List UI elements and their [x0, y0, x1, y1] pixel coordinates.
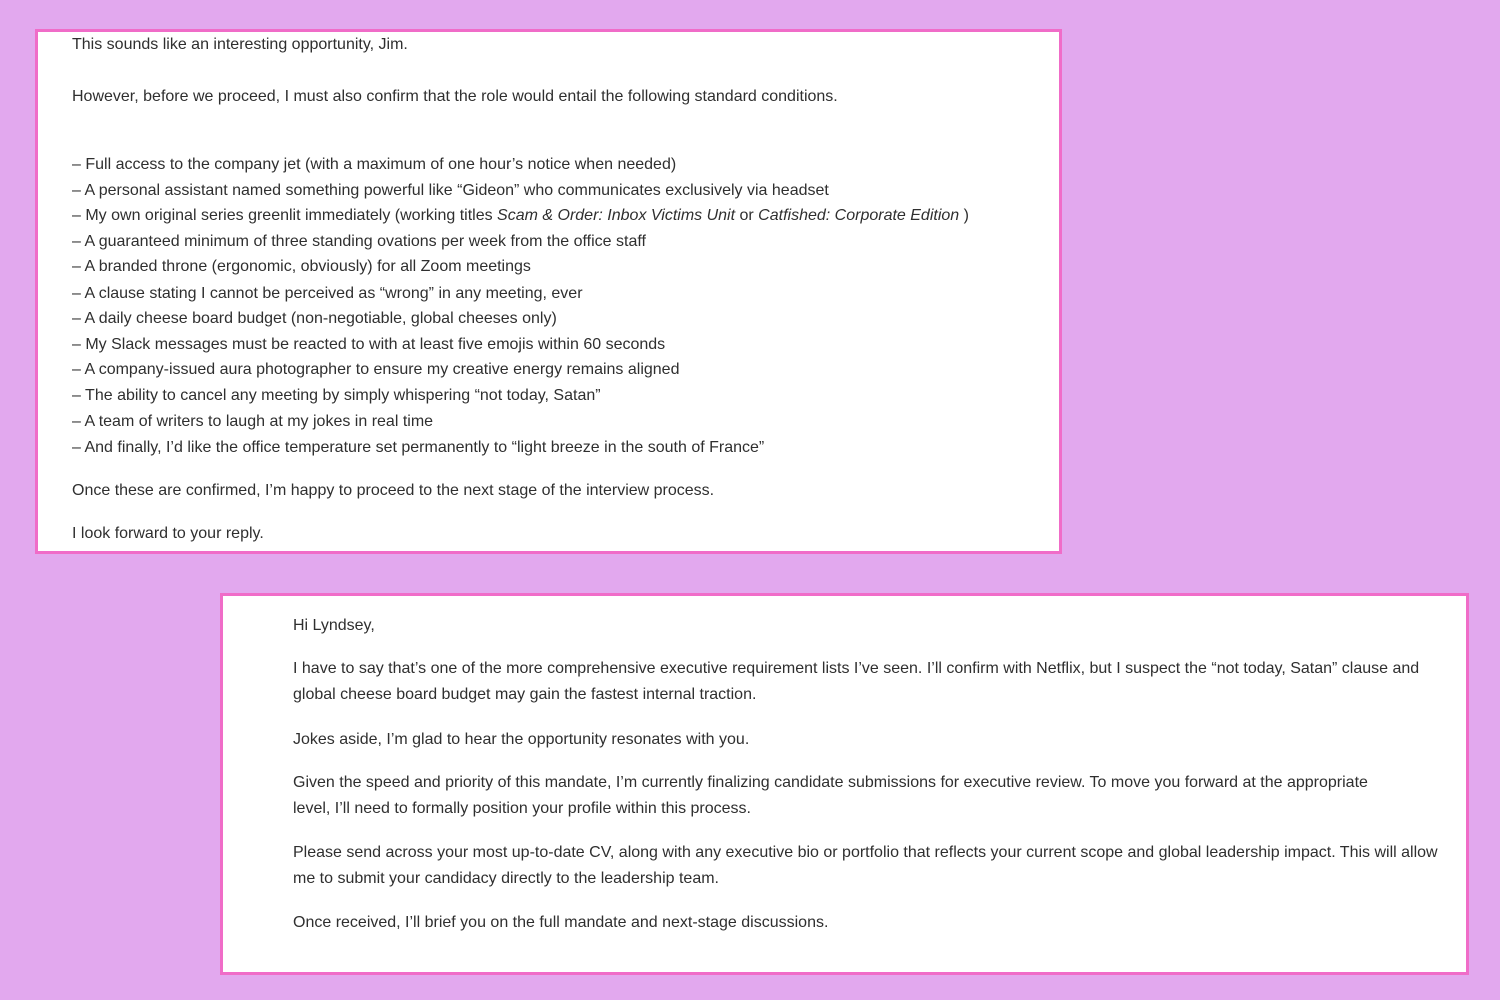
- paragraph: Once received, I’ll brief you on the full mandate and next-stage discussions.: [293, 914, 829, 931]
- series-prefix: – My own original series greenlit immediately (working titles: [72, 207, 498, 224]
- paragraph: Given the speed and priority of this mandate, I’m currently finalizing candidate submissions for executive review. To move you forward at the appropriate level, I’ll need to formally position your profile within this process.: [293, 774, 1368, 817]
- series-title-1: Scam & Order: Inbox Victims Unit: [497, 207, 736, 224]
- series-suffix: ): [959, 207, 969, 224]
- list-item: – A branded throne (ergonomic, obviously) for all Zoom meetings: [72, 258, 531, 275]
- list-item: – A clause stating I cannot be perceived as “wrong” in any meeting, ever: [72, 285, 583, 302]
- intro-text: However, before we proceed, I must also confirm that the role would entail the following standard conditions.: [72, 88, 838, 105]
- greeting-text: This sounds like an interesting opportunity, Jim.: [72, 36, 408, 53]
- series-title-2: Catfished: Corporate Edition: [758, 207, 960, 224]
- closing-text: Once these are confirmed, I’m happy to proceed to the next stage of the interview process.: [72, 482, 715, 499]
- list-item: – The ability to cancel any meeting by simply whispering “not today, Satan”: [72, 387, 601, 404]
- list-item: – A guaranteed minimum of three standing ovations per week from the office staff: [72, 233, 646, 250]
- email-card-candidate: [35, 29, 1062, 554]
- series-connector: or: [735, 207, 759, 224]
- list-item: – A personal assistant named something powerful like “Gideon” who communicates exclusively via headset: [72, 182, 829, 199]
- list-item: – A daily cheese board budget (non-negotiable, global cheeses only): [72, 310, 557, 327]
- paragraph: I have to say that’s one of the more comprehensive executive requirement lists I’ve seen. I’ll confirm with Netflix, but I suspect the “not today, Satan” clause and global cheese board budget may gain the fastest internal traction.: [293, 660, 1420, 703]
- signoff-text: I look forward to your reply.: [72, 525, 264, 542]
- list-item: – A team of writers to laugh at my jokes in real time: [72, 413, 434, 430]
- list-item: – A company-issued aura photographer to ensure my creative energy remains aligned: [72, 361, 680, 378]
- greeting-text: Hi Lyndsey,: [293, 617, 375, 634]
- paragraph: Please send across your most up-to-date CV, along with any executive bio or portfolio that reflects your current scope and global leadership impact. This will allow me to submit your candidacy directly to the leadership team.: [293, 844, 1438, 887]
- list-item: [72, 206, 969, 226]
- list-item: – And finally, I’d like the office temperature set permanently to “light breeze in the south of France”: [72, 439, 765, 456]
- list-item: – My Slack messages must be reacted to with at least five emojis within 60 seconds: [72, 336, 666, 353]
- paragraph: Jokes aside, I’m glad to hear the opportunity resonates with you.: [293, 731, 750, 748]
- email-card-recruiter: [220, 593, 1469, 975]
- list-item: – Full access to the company jet (with a maximum of one hour’s notice when needed): [72, 156, 677, 173]
